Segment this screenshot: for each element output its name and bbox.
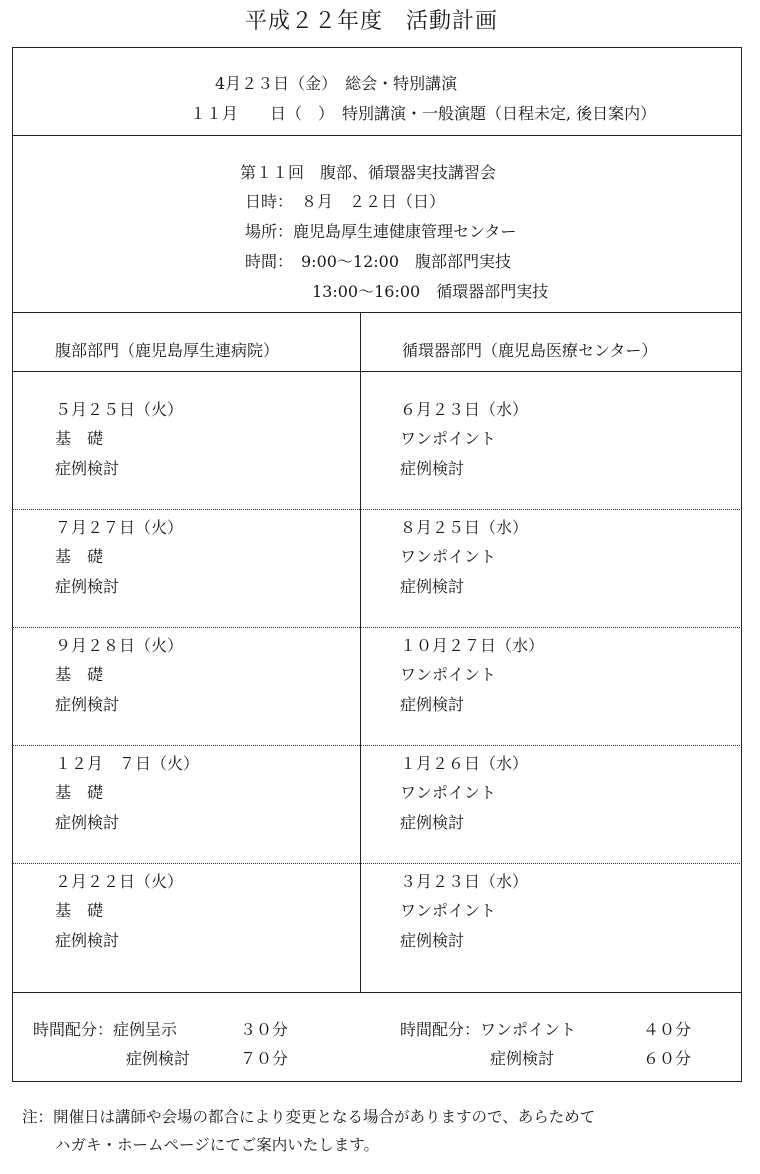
- divider: [12, 312, 742, 313]
- time-allocation-label: 時間配分：症例呈示: [33, 1020, 178, 1039]
- session-topic: 基 礎: [55, 429, 104, 448]
- time-allocation-value: ４０分: [643, 1020, 692, 1039]
- abdomen-column-header: 腹部部門（鹿児島厚生連病院）: [55, 341, 280, 360]
- special-lecture-line: １１月 日（ ） 特別講演・一般演題（日程未定, 後日案内）: [190, 104, 657, 123]
- session-date: ６月２３日（水）: [400, 400, 529, 419]
- session-topic: ワンポイント: [400, 783, 497, 802]
- session-date: １０月２７日（水）: [400, 636, 545, 655]
- session-date: ７月２７日（火）: [55, 518, 184, 537]
- divider: [12, 135, 742, 136]
- time-allocation-label: 症例検討: [490, 1049, 555, 1068]
- session-date: １２月 ７日（火）: [55, 754, 200, 773]
- time-allocation-label: 症例検討: [126, 1049, 191, 1068]
- workshop-time-cardio: 13:00～16:00 循環器部門実技: [312, 282, 549, 301]
- session-date: ９月２８日（火）: [55, 636, 184, 655]
- session-topic: 基 礎: [55, 783, 104, 802]
- session-topic: ワンポイント: [400, 429, 497, 448]
- session-topic: 症例検討: [55, 577, 120, 596]
- session-topic: 症例検討: [55, 695, 120, 714]
- divider: [12, 992, 742, 993]
- divider: [12, 627, 742, 628]
- time-allocation-value: ７０分: [240, 1049, 289, 1068]
- column-divider: [360, 312, 361, 992]
- session-topic: 症例検討: [400, 931, 465, 950]
- session-date: ５月２５日（火）: [55, 400, 184, 419]
- session-date: １月２６日（水）: [400, 754, 529, 773]
- session-topic: 症例検討: [55, 459, 120, 478]
- cardio-column-header: 循環器部門（鹿児島医療センター）: [402, 341, 658, 360]
- session-topic: 症例検討: [400, 577, 465, 596]
- session-date: ２月２２日（火）: [55, 872, 184, 891]
- page-title: 平成２２年度 活動計画: [245, 9, 499, 34]
- divider: [12, 863, 742, 864]
- workshop-heading: 第１１回 腹部、循環器実技講習会: [240, 163, 497, 182]
- session-topic: 症例検討: [400, 459, 465, 478]
- workshop-date: 日時： ８月 ２２日（日）: [245, 192, 446, 211]
- footnote-line: ハガキ・ホームページにてご案内いたします。: [55, 1136, 379, 1154]
- workshop-time-abdomen: 時間： 9:00～12:00 腹部部門実技: [245, 252, 512, 271]
- session-topic: ワンポイント: [400, 901, 497, 920]
- session-topic: 症例検討: [400, 813, 465, 832]
- time-allocation-value: ６０分: [643, 1049, 692, 1068]
- session-topic: 症例検討: [55, 931, 120, 950]
- session-date: ８月２５日（水）: [400, 518, 529, 537]
- session-topic: ワンポイント: [400, 547, 497, 566]
- session-topic: 基 礎: [55, 547, 104, 566]
- workshop-place: 場所：鹿児島厚生連健康管理センター: [245, 222, 517, 241]
- session-topic: 基 礎: [55, 901, 104, 920]
- general-meeting-line: 4月２３日（金） 総会・特別講演: [215, 74, 458, 93]
- session-topic: ワンポイント: [400, 665, 497, 684]
- session-date: ３月２３日（水）: [400, 872, 529, 891]
- time-allocation-value: ３０分: [240, 1020, 289, 1039]
- session-topic: 基 礎: [55, 665, 104, 684]
- session-topic: 症例検討: [55, 813, 120, 832]
- divider: [12, 745, 742, 746]
- time-allocation-label: 時間配分：ワンポイント: [400, 1020, 577, 1039]
- footnote-line: 注：開催日は講師や会場の都合により変更となる場合がありますので、あらためて: [22, 1108, 596, 1126]
- divider: [12, 371, 742, 372]
- session-topic: 症例検討: [400, 695, 465, 714]
- divider: [12, 509, 742, 510]
